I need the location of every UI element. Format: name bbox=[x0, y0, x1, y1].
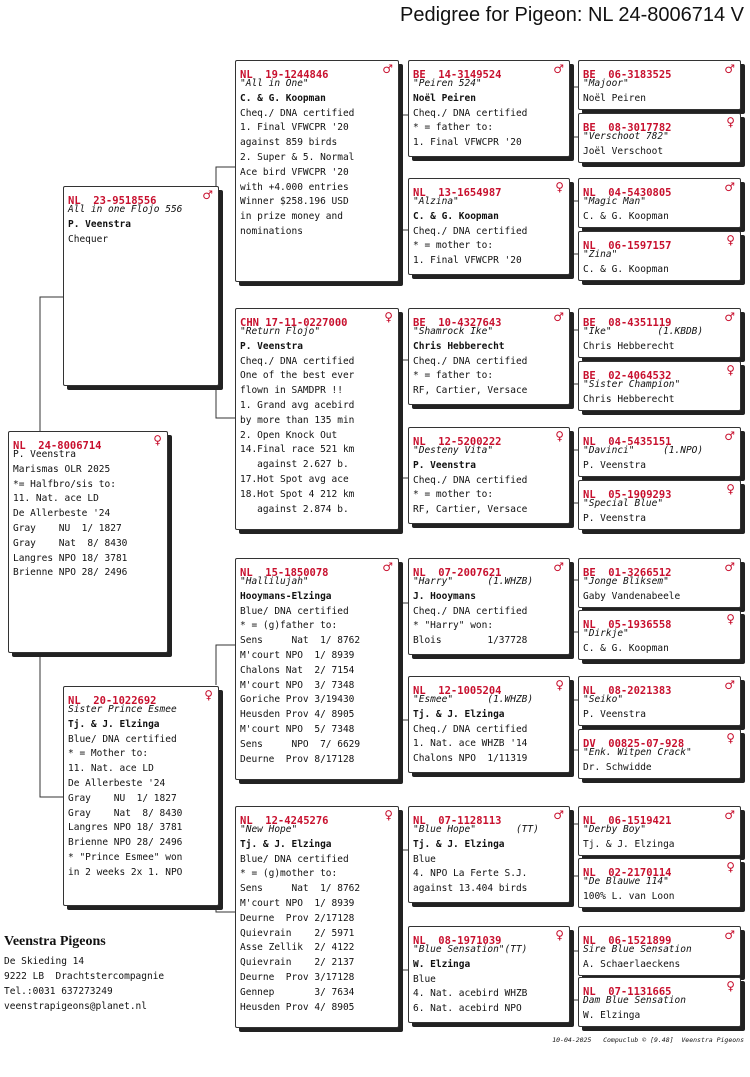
pigeon-card-header bbox=[413, 928, 565, 947]
pigeon-info-line: Noël Peiren bbox=[583, 92, 646, 104]
female-icon: ♀ bbox=[726, 482, 735, 496]
pigeon-card[interactable] bbox=[63, 686, 219, 906]
pigeon-info-line: Cheq./ DNA certified bbox=[413, 355, 528, 367]
pigeon-info-line: One of the best ever bbox=[240, 370, 355, 382]
pigeon-card-header bbox=[583, 731, 736, 750]
pigeon-info-line: Sens Nat 1/ 8762 bbox=[240, 883, 361, 895]
pigeon-info-line: Gray Nat 8/ 8430 bbox=[68, 807, 183, 819]
footer-credit: 10-04-2025 Compuclub © [9.48] Veenstra Pigeons bbox=[552, 1036, 744, 1044]
pigeon-info-line: *= Halfbro/sis to: bbox=[13, 478, 116, 490]
male-icon: ♂ bbox=[553, 310, 564, 324]
pigeon-info-line: Cheq./ DNA certified bbox=[240, 355, 355, 367]
pigeon-info-line: Blue/ DNA certified bbox=[68, 733, 177, 745]
pigeon-name: Dam Blue Sensation bbox=[583, 995, 686, 1006]
pigeon-card[interactable] bbox=[578, 806, 741, 856]
pigeon-card-header bbox=[240, 560, 394, 579]
pigeon-name: "New Hope" bbox=[240, 824, 298, 835]
pigeon-info-line: Marismas OLR 2025 bbox=[13, 463, 111, 475]
pigeon-info-line: * = mother to: bbox=[413, 489, 494, 501]
pigeon-info-line: Joël Verschoot bbox=[583, 145, 664, 157]
pigeon-info-line: P. Veenstra bbox=[583, 708, 646, 720]
pigeon-info-line: Deurne Prov 2/17128 bbox=[240, 912, 355, 924]
pigeon-info-line: 1. Final VFWCPR '20 bbox=[413, 255, 522, 267]
pigeon-info-line: Deurne Prov 8/17128 bbox=[240, 753, 355, 765]
ring-number: BE 08-3017782 bbox=[583, 122, 672, 134]
pigeon-card[interactable] bbox=[408, 178, 570, 275]
female-icon: ♀ bbox=[153, 433, 162, 447]
pigeon-card-header bbox=[583, 482, 736, 501]
pigeon-info-line: against 859 birds bbox=[240, 137, 338, 149]
pigeon-info-line: in 2 weeks 2x 1. NPO bbox=[68, 866, 183, 878]
pigeon-card[interactable] bbox=[235, 308, 399, 530]
pigeon-info-line: 2. Open Knock Out bbox=[240, 429, 338, 441]
pigeon-name: "Zina" bbox=[583, 249, 618, 260]
pigeon-card[interactable] bbox=[578, 113, 741, 163]
pigeon-card-header bbox=[583, 233, 736, 252]
pigeon-card[interactable] bbox=[8, 431, 168, 653]
ring-number: NL 24-8006714 bbox=[13, 440, 102, 452]
pigeon-name: "Blue Hope" (TT) bbox=[413, 824, 539, 835]
pigeon-card-header bbox=[583, 860, 736, 879]
pigeon-info-line: flown in SAMDPR !! bbox=[240, 385, 343, 397]
pigeon-name: "Hallilujah" bbox=[240, 576, 309, 587]
pigeon-info-line: nominations bbox=[240, 225, 303, 237]
ring-number: NL 06-1597157 bbox=[583, 240, 672, 252]
pigeon-name: "Majoor" bbox=[583, 78, 629, 89]
pigeon-info-line: Blue/ DNA certified bbox=[240, 605, 349, 617]
pigeon-info-line: M'court NPO 3/ 7348 bbox=[240, 679, 355, 691]
female-icon: ♀ bbox=[555, 928, 564, 942]
pigeon-info-line: Quievrain 2/ 5971 bbox=[240, 927, 355, 939]
pigeon-info-line: Brienne NPO 28/ 2496 bbox=[68, 837, 183, 849]
pigeon-info-line: RF, Cartier, Versace bbox=[413, 504, 528, 516]
pigeon-card[interactable] bbox=[408, 308, 570, 405]
pigeon-info-line: 1. Nat. ace WHZB '14 bbox=[413, 738, 528, 750]
pigeon-card-header bbox=[413, 180, 565, 199]
pigeon-info-line: Ace bird VFWCPR '20 bbox=[240, 166, 349, 178]
male-icon: ♂ bbox=[724, 310, 735, 324]
pigeon-info-line: Chequer bbox=[68, 233, 109, 245]
pigeon-card-header bbox=[583, 928, 736, 947]
pigeon-card[interactable] bbox=[578, 977, 741, 1027]
breeder-name: Tj. & J. Elzinga bbox=[68, 718, 160, 730]
ring-number: NL 08-1971039 bbox=[413, 935, 502, 947]
owner-address-city: 9222 LB Drachtstercompagnie bbox=[4, 971, 165, 982]
pigeon-info-line: by more than 135 min bbox=[240, 414, 355, 426]
pigeon-info-line: Gray NU 1/ 1827 bbox=[13, 522, 122, 534]
ring-number: BE 02-4064532 bbox=[583, 370, 672, 382]
ring-number: DV 00825-07-928 bbox=[583, 738, 685, 750]
pigeon-info-line: Cheq./ DNA certified bbox=[413, 225, 528, 237]
ring-number: BE 01-3266512 bbox=[583, 567, 672, 579]
pigeon-card[interactable] bbox=[235, 60, 399, 282]
ring-number: BE 06-3183525 bbox=[583, 69, 672, 81]
pigeon-info-line: 2. Super & 5. Normal bbox=[240, 151, 355, 163]
pigeon-info-line: M'court NPO 5/ 7348 bbox=[240, 723, 355, 735]
pigeon-card-header bbox=[583, 115, 736, 134]
pigeon-info-line: 4. Nat. acebird WHZB bbox=[413, 988, 528, 1000]
ring-number: NL 05-1936558 bbox=[583, 619, 672, 631]
pigeon-card-header bbox=[583, 678, 736, 697]
pigeon-info-line: 14.Final race 521 km bbox=[240, 444, 355, 456]
pigeon-info-line: Langres NPO 18/ 3781 bbox=[68, 822, 183, 834]
pigeon-name: Sister Prince Esmee bbox=[68, 704, 177, 715]
ring-number: NL 04-5435151 bbox=[583, 436, 672, 448]
pigeon-info-line: Chalons Nat 2/ 7154 bbox=[240, 664, 355, 676]
male-icon: ♂ bbox=[553, 560, 564, 574]
pigeon-name: "Jonge Bliksem" bbox=[583, 576, 669, 587]
pigeon-name: "Shamrock Ike" bbox=[413, 326, 494, 337]
pigeon-card[interactable] bbox=[235, 558, 399, 780]
pigeon-info-line: against 2.627 b. bbox=[240, 459, 349, 471]
pigeon-info-line: P. Veenstra bbox=[583, 512, 646, 524]
pigeon-name: "Derby Boy" bbox=[583, 824, 646, 835]
pigeon-info-line: 4. NPO La Ferte S.J. bbox=[413, 868, 528, 880]
pigeon-card[interactable] bbox=[578, 729, 741, 779]
pigeon-info-line: 1. Grand avg acebird bbox=[240, 399, 355, 411]
pigeon-card[interactable] bbox=[578, 858, 741, 908]
female-icon: ♀ bbox=[555, 678, 564, 692]
pigeon-info-line: Blue/ DNA certified bbox=[240, 853, 349, 865]
ring-number: NL 23-9518556 bbox=[68, 195, 157, 207]
male-icon: ♂ bbox=[553, 62, 564, 76]
pigeon-card-header bbox=[583, 180, 736, 199]
ring-number: NL 20-1022692 bbox=[68, 695, 157, 707]
pigeon-card-header bbox=[413, 62, 565, 81]
pigeon-name: "All in One" bbox=[240, 78, 309, 89]
breeder-name: W. Elzinga bbox=[413, 958, 471, 970]
ring-number: NL 05-1909293 bbox=[583, 489, 672, 501]
pigeon-name: "Sister Champion" bbox=[583, 379, 681, 390]
pigeon-card-header bbox=[583, 612, 736, 631]
pigeon-card[interactable] bbox=[408, 806, 570, 903]
pigeon-name: "Alzina" bbox=[413, 196, 459, 207]
pigeon-info-line: Heusden Prov 4/ 8905 bbox=[240, 709, 355, 721]
male-icon: ♂ bbox=[724, 429, 735, 443]
pigeon-card[interactable] bbox=[578, 60, 741, 110]
pigeon-card-header bbox=[68, 188, 214, 207]
pigeon-name: "Ike" (1.KBDB) bbox=[583, 326, 704, 337]
pigeon-info-line: Tj. & J. Elzinga bbox=[583, 838, 675, 850]
pigeon-info-line: M'court NPO 1/ 8939 bbox=[240, 649, 355, 661]
breeder-name: Tj. & J. Elzinga bbox=[413, 708, 505, 720]
pigeon-info-line: Sens Nat 1/ 8762 bbox=[240, 635, 361, 647]
male-icon: ♂ bbox=[724, 62, 735, 76]
pigeon-card-header bbox=[240, 310, 394, 329]
pigeon-info-line: C. & G. Koopman bbox=[583, 210, 669, 222]
pigeon-info-line: 18.Hot Spot 4 212 km bbox=[240, 488, 355, 500]
pigeon-card-header bbox=[68, 688, 214, 707]
pigeon-name: "Seiko" bbox=[583, 694, 624, 705]
male-icon: ♂ bbox=[553, 808, 564, 822]
pigeon-name: "Verschoot 782" bbox=[583, 131, 669, 142]
pigeon-card-header bbox=[240, 808, 394, 827]
pigeon-info-line: C. & G. Koopman bbox=[583, 263, 669, 275]
female-icon: ♀ bbox=[555, 180, 564, 194]
pigeon-info-line: Gray Nat 8/ 8430 bbox=[13, 537, 128, 549]
pigeon-name: "Dirkje" bbox=[583, 628, 629, 639]
pigeon-info-line: Chalons NPO 1/11319 bbox=[413, 753, 528, 765]
breeder-name: C. & G. Koopman bbox=[240, 92, 326, 104]
pigeon-info-line: Deurne Prov 3/17128 bbox=[240, 971, 355, 983]
page-title: Pedigree for Pigeon: NL 24-8006714 V bbox=[400, 4, 744, 26]
male-icon: ♂ bbox=[202, 188, 213, 202]
pigeon-card[interactable] bbox=[408, 60, 570, 157]
pigeon-card[interactable] bbox=[578, 427, 741, 477]
pigeon-info-line: * = Mother to: bbox=[68, 748, 149, 760]
pigeon-card[interactable] bbox=[408, 676, 570, 773]
pigeon-name: "Magic Man" bbox=[583, 196, 646, 207]
pigeon-card-header bbox=[583, 429, 736, 448]
pigeon-card-header bbox=[413, 560, 565, 579]
pigeon-info-line: 11. Nat. ace LD bbox=[13, 493, 99, 505]
pigeon-info-line: Cheq./ DNA certified bbox=[413, 605, 528, 617]
pigeon-info-line: W. Elzinga bbox=[583, 1009, 641, 1021]
pigeon-info-line: 17.Hot Spot avg ace bbox=[240, 473, 349, 485]
ring-number: BE 10-4327643 bbox=[413, 317, 502, 329]
ring-number: NL 07-1131665 bbox=[583, 986, 672, 998]
male-icon: ♂ bbox=[724, 560, 735, 574]
female-icon: ♀ bbox=[384, 808, 393, 822]
pigeon-info-line: * = (g)mother to: bbox=[240, 868, 338, 880]
pigeon-card-header bbox=[583, 310, 736, 329]
pigeon-info-line: Brienne NPO 28/ 2496 bbox=[13, 567, 128, 579]
owner-address-street: De Skieding 14 bbox=[4, 956, 85, 967]
pigeon-info-line: Cheq./ DNA certified bbox=[413, 723, 528, 735]
ring-number: BE 14-3149524 bbox=[413, 69, 502, 81]
pigeon-name: "De Blauwe 114" bbox=[583, 876, 669, 887]
female-icon: ♀ bbox=[384, 310, 393, 324]
ring-number: NL 12-4245276 bbox=[240, 815, 329, 827]
pigeon-info-line: Gaby Vandenabeele bbox=[583, 590, 681, 602]
pigeon-name: "Enk. Witpen Crack" bbox=[583, 747, 692, 758]
pigeon-card-header bbox=[413, 429, 565, 448]
pigeon-name: "Esmee" (1.WHZB) bbox=[413, 694, 534, 705]
pigeon-card[interactable] bbox=[408, 926, 570, 1023]
pigeon-card[interactable] bbox=[578, 610, 741, 660]
female-icon: ♀ bbox=[726, 731, 735, 745]
pigeon-info-line: Sens NPO 7/ 6629 bbox=[240, 738, 361, 750]
pigeon-name: "Davinci" (1.NPO) bbox=[583, 445, 704, 456]
female-icon: ♀ bbox=[204, 688, 213, 702]
pigeon-info-line: Winner $258.196 USD bbox=[240, 196, 349, 208]
ring-number: NL 15-1850078 bbox=[240, 567, 329, 579]
pigeon-info-line: Cheq./ DNA certified bbox=[413, 474, 528, 486]
pigeon-info-line: Langres NPO 18/ 3781 bbox=[13, 552, 128, 564]
pigeon-info-line: 6. Nat. acebird NPO bbox=[413, 1003, 522, 1015]
pigeon-card[interactable] bbox=[63, 186, 219, 386]
breeder-name: Chris Hebberecht bbox=[413, 340, 505, 352]
male-icon: ♂ bbox=[382, 62, 393, 76]
pigeon-card[interactable] bbox=[408, 427, 570, 524]
owner-phone: Tel.:0031 637273249 bbox=[4, 986, 113, 997]
pigeon-info-line: Gray NU 1/ 1827 bbox=[68, 792, 177, 804]
pigeon-card[interactable] bbox=[578, 676, 741, 726]
pigeon-info-line: Asse Zellik 2/ 4122 bbox=[240, 942, 355, 954]
pigeon-card[interactable] bbox=[578, 558, 741, 608]
pigeon-card-header bbox=[413, 310, 565, 329]
pigeon-info-line: Gennep 3/ 7634 bbox=[240, 986, 355, 998]
pigeon-info-line: P. Veenstra bbox=[13, 449, 76, 460]
pigeon-card-header bbox=[583, 560, 736, 579]
female-icon: ♀ bbox=[726, 363, 735, 377]
pigeon-info-line: * = (g)father to: bbox=[240, 620, 338, 632]
ring-number: NL 12-1005204 bbox=[413, 685, 502, 697]
ring-number: CHN 17-11-0227000 bbox=[240, 317, 348, 329]
male-icon: ♂ bbox=[724, 180, 735, 194]
pigeon-card[interactable] bbox=[578, 480, 741, 530]
owner-name: Veenstra Pigeons bbox=[4, 934, 106, 949]
ring-number: NL 07-2007621 bbox=[413, 567, 502, 579]
pigeon-card-header bbox=[583, 808, 736, 827]
pigeon-card[interactable] bbox=[578, 178, 741, 228]
pigeon-info-line: De Allerbeste '24 bbox=[68, 777, 166, 789]
pigeon-info-line: Blue bbox=[413, 973, 436, 985]
pigeon-info-line: * "Harry" won: bbox=[413, 620, 494, 632]
male-icon: ♂ bbox=[724, 928, 735, 942]
pigeon-card-header bbox=[413, 808, 565, 827]
pigeon-card-header bbox=[583, 979, 736, 998]
pigeon-info-line: A. Schaerlaeckens bbox=[583, 958, 681, 970]
ring-number: NL 04-5430805 bbox=[583, 187, 672, 199]
pigeon-info-line: De Allerbeste '24 bbox=[13, 508, 111, 520]
pigeon-card[interactable] bbox=[578, 231, 741, 281]
ring-number: NL 12-5200222 bbox=[413, 436, 502, 448]
male-icon: ♂ bbox=[724, 808, 735, 822]
pigeon-info-line: Dr. Schwidde bbox=[583, 761, 652, 773]
pigeon-info-line: * = mother to: bbox=[413, 240, 494, 252]
female-icon: ♀ bbox=[726, 115, 735, 129]
owner-email[interactable]: veenstrapigeons@planet.nl bbox=[4, 1001, 147, 1012]
breeder-name: J. Hooymans bbox=[413, 590, 476, 602]
pigeon-info-line: Cheq./ DNA certified bbox=[413, 107, 528, 119]
pigeon-name: Sire Blue Sensation bbox=[583, 944, 692, 955]
breeder-name: P. Veenstra bbox=[413, 459, 476, 471]
female-icon: ♀ bbox=[726, 233, 735, 247]
pigeon-card-header bbox=[583, 363, 736, 382]
pigeon-info-line: Heusden Prov 4/ 8905 bbox=[240, 1001, 355, 1013]
pigeon-name: All in one Flojo 556 bbox=[68, 204, 183, 215]
pigeon-info-line: 1. Final VFWCPR '20 bbox=[413, 137, 522, 149]
pigeon-card[interactable] bbox=[578, 308, 741, 358]
pigeon-info-line: * "Prince Esmee" won bbox=[68, 851, 183, 863]
pigeon-name: "Blue Sensation"(TT) bbox=[413, 944, 528, 955]
pigeon-info-line: against 2.874 b. bbox=[240, 503, 349, 515]
ring-number: NL 06-1521899 bbox=[583, 935, 672, 947]
pigeon-card-header bbox=[413, 678, 565, 697]
female-icon: ♀ bbox=[726, 979, 735, 993]
ring-number: NL 07-1128113 bbox=[413, 815, 502, 827]
pigeon-info-line: in prize money and bbox=[240, 211, 343, 223]
pigeon-card[interactable] bbox=[408, 558, 570, 655]
pigeon-info-line: RF, Cartier, Versace bbox=[413, 385, 528, 397]
breeder-name: Noël Peiren bbox=[413, 92, 476, 104]
ring-number: NL 13-1654987 bbox=[413, 187, 502, 199]
pigeon-card-header bbox=[13, 433, 163, 452]
pigeon-info-line: Chris Hebberecht bbox=[583, 393, 675, 405]
pigeon-info-line: M'court NPO 1/ 8939 bbox=[240, 897, 355, 909]
pigeon-info-line: * = father to: bbox=[413, 122, 494, 134]
pigeon-card-header bbox=[583, 62, 736, 81]
breeder-name: C. & G. Koopman bbox=[413, 210, 499, 222]
pigeon-card[interactable] bbox=[578, 361, 741, 411]
ring-number: NL 02-2170114 bbox=[583, 867, 672, 879]
pigeon-name: "Peiren 524" bbox=[413, 78, 482, 89]
female-icon: ♀ bbox=[555, 429, 564, 443]
pigeon-info-line: * = father to: bbox=[413, 370, 494, 382]
female-icon: ♀ bbox=[726, 860, 735, 874]
female-icon: ♀ bbox=[726, 612, 735, 626]
ring-number: NL 19-1244846 bbox=[240, 69, 329, 81]
breeder-name: Hooymans-Elzinga bbox=[240, 590, 332, 602]
pigeon-name: "Desteny Vita" bbox=[413, 445, 494, 456]
pigeon-info-line: Blois 1/37728 bbox=[413, 635, 528, 647]
pigeon-name: "Special Blue" bbox=[583, 498, 664, 509]
male-icon: ♂ bbox=[382, 560, 393, 574]
pigeon-info-line: 11. Nat. ace LD bbox=[68, 763, 154, 775]
pigeon-card-header bbox=[240, 62, 394, 81]
pigeon-info-line: against 13.404 birds bbox=[413, 883, 528, 895]
pigeon-info-line: Goriche Prov 3/19430 bbox=[240, 694, 355, 706]
owner-info bbox=[4, 934, 164, 1014]
breeder-name: P. Veenstra bbox=[240, 340, 303, 352]
ring-number: BE 08-4351119 bbox=[583, 317, 672, 329]
breeder-name: Tj. & J. Elzinga bbox=[413, 838, 505, 850]
pigeon-info-line: 1. Final VFWCPR '20 bbox=[240, 122, 349, 134]
pigeon-info-line: Cheq./ DNA certified bbox=[240, 107, 355, 119]
pigeon-info-line: P. Veenstra bbox=[583, 459, 646, 471]
breeder-name: P. Veenstra bbox=[68, 218, 131, 230]
ring-number: NL 06-1519421 bbox=[583, 815, 672, 827]
male-icon: ♂ bbox=[724, 678, 735, 692]
pigeon-info-line: Quievrain 2/ 2137 bbox=[240, 957, 355, 969]
pigeon-info-line: with +4.000 entries bbox=[240, 181, 349, 193]
pigeon-info-line: Blue bbox=[413, 853, 436, 865]
pigeon-card[interactable] bbox=[578, 926, 741, 976]
ring-number: NL 08-2021383 bbox=[583, 685, 672, 697]
pigeon-info-line: 100% L. van Loon bbox=[583, 890, 675, 902]
pigeon-info-line: C. & G. Koopman bbox=[583, 642, 669, 654]
pigeon-name: "Return Flojo" bbox=[240, 326, 321, 337]
pigeon-card[interactable] bbox=[235, 806, 399, 1028]
pigeon-info-line: Chris Hebberecht bbox=[583, 340, 675, 352]
pigeon-name: "Harry" (1.WHZB) bbox=[413, 576, 534, 587]
breeder-name: Tj. & J. Elzinga bbox=[240, 838, 332, 850]
